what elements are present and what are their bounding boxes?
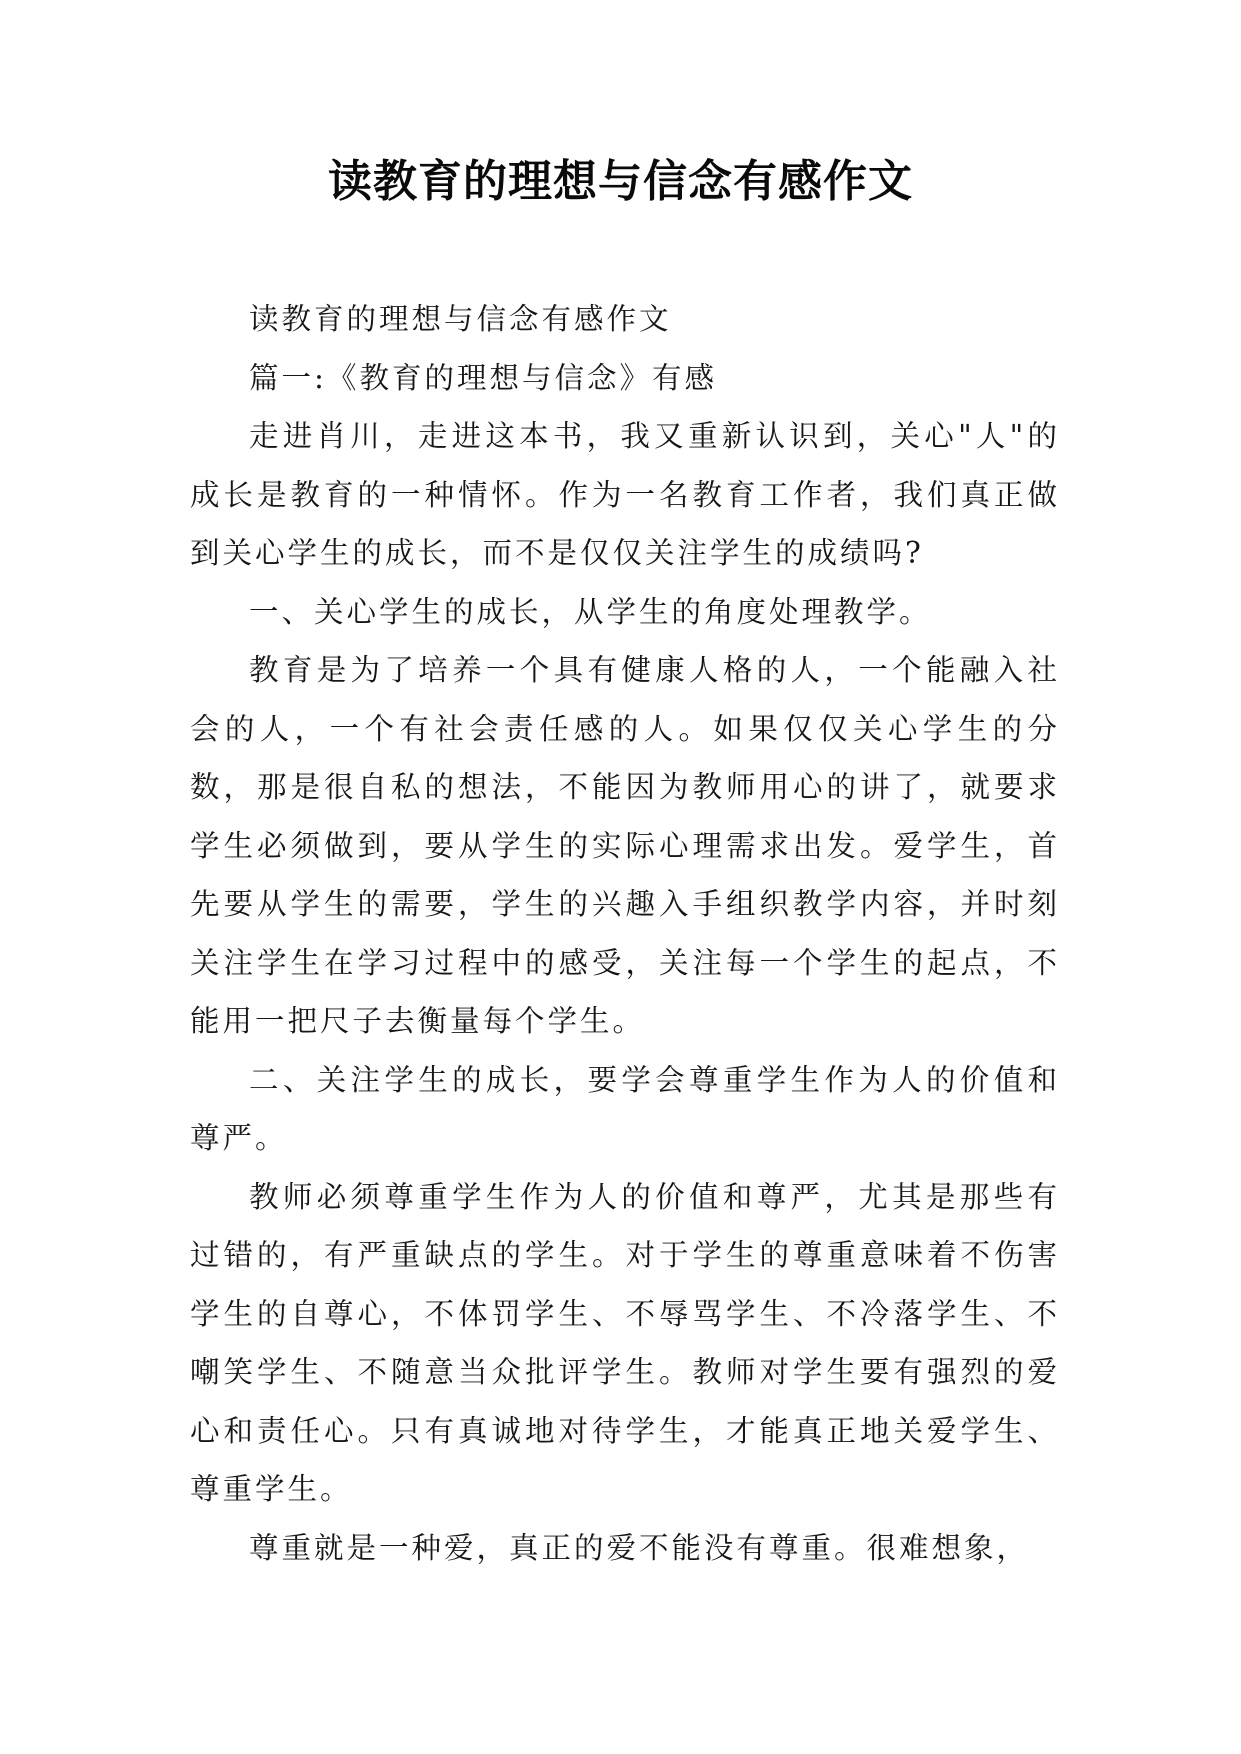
paragraph: 走进肖川，走进这本书，我又重新认识到，关心"人"的成长是教育的一种情怀。作为一名教育工作者，我们真正做到关心学生的成长，而不是仅仅关注学生的成绩吗? xyxy=(190,419,1060,570)
document-title: 读教育的理想与信念有感作文 xyxy=(328,156,913,207)
paragraph-subtitle: 读教育的理想与信念有感作文 xyxy=(249,302,672,336)
paragraph-point-one: 一、关心学生的成长，从学生的角度处理教学。 xyxy=(249,594,932,629)
paragraph: 尊重就是一种爱，真正的爱不能没有尊重。很难想象， xyxy=(249,1530,1030,1565)
document-body xyxy=(190,290,1060,1577)
paragraph: 教师必须尊重学生作为人的价值和尊严，尤其是那些有过错的，有严重缺点的学生。对于学生的尊重意味着不伤害学生的自尊心，不体罚学生、不辱骂学生、不冷落学生、不嘲笑学生、不随意当众批评学生。教师对学生要有强烈的爱心和责任心。只有真诚地对待学生，才能真正地关爱学生、尊重学生。 xyxy=(190,1179,1060,1506)
paragraph: 教育是为了培养一个具有健康人格的人，一个能融入社会的人，一个有社会责任感的人。如果仅仅关心学生的分数，那是很自私的想法，不能因为教师用心的讲了，就要求学生必须做到，要从学生的实际心理需求出发。爱学生，首先要从学生的需要，学生的兴趣入手组织教学内容，并时刻关注学生在学习过程中的感受，关注每一个学生的起点，不能用一把尺子去衡量每个学生。 xyxy=(190,653,1060,1038)
paragraph-section-heading: 篇一:《教育的理想与信念》有感 xyxy=(249,360,717,395)
paragraph-point-two: 二、关注学生的成长，要学会尊重学生作为人的价值和尊严。 xyxy=(190,1062,1060,1155)
